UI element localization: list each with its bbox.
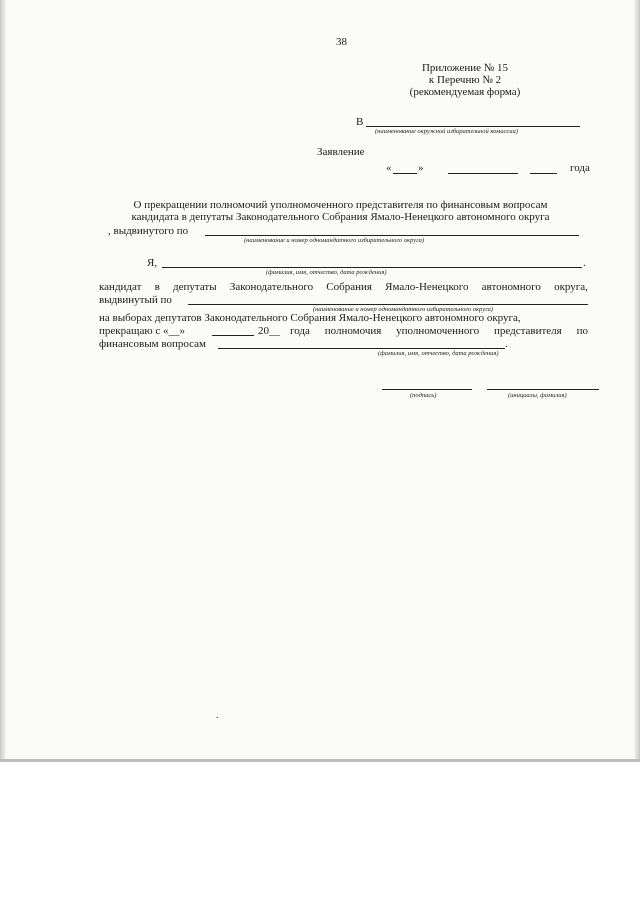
list-reference: к Перечню № 2: [428, 74, 502, 86]
page-right-edge-shadow: [634, 0, 640, 762]
initials-field[interactable]: [487, 389, 599, 390]
signature-field[interactable]: [382, 389, 472, 390]
terminate-word: уполномоченного: [396, 325, 480, 337]
financial-prefix: финансовым вопросам: [99, 338, 206, 350]
subject-district-field[interactable]: [205, 235, 579, 236]
nominated-district-caption: (наименование и номер одномандатного избирательного округа): [313, 306, 494, 313]
date-day-field[interactable]: [393, 173, 417, 174]
appendix-number: Приложение № 15: [421, 62, 509, 74]
page-number: 38: [336, 36, 347, 48]
candidate-word: Законодательного: [229, 281, 314, 293]
subject-line-3: , выдвинутого по: [108, 225, 189, 237]
date-close-quote: »: [418, 162, 424, 174]
name-period: .: [583, 257, 586, 269]
addressee-prefix: В: [356, 116, 364, 128]
year-word: года: [570, 162, 590, 174]
terminate-year: 20__: [258, 325, 280, 337]
candidate-line: [99, 281, 588, 293]
terminate-word: по: [576, 325, 588, 337]
stray-dot: .: [216, 710, 219, 721]
nominated-by-label: выдвинутый по: [99, 294, 172, 306]
candidate-word: округа,: [554, 281, 588, 293]
form-type: (рекомендуемая форма): [409, 86, 521, 98]
page-left-edge-shadow: [0, 0, 6, 762]
i-prefix: Я,: [147, 257, 158, 269]
representative-name-field[interactable]: [218, 348, 505, 349]
candidate-word: в: [154, 281, 160, 293]
addressee-field[interactable]: [366, 126, 580, 127]
candidate-word: автономного: [481, 281, 541, 293]
subject-district-caption: (наименование и номер одномандатного избирательного округа): [244, 237, 425, 244]
addressee-caption: (наименование окружной избирательной комиссии): [375, 128, 518, 135]
candidate-name-caption: (фамилия, имя, отчество, дата рождения): [266, 269, 387, 276]
elections-line: на выборах депутатов Законодательного Собрания Ямало-Ненецкого автономного округа,: [99, 312, 521, 324]
representative-period: .: [505, 338, 508, 350]
nominated-district-field[interactable]: [188, 304, 588, 305]
terminate-rest-line: [290, 325, 588, 337]
date-year-field[interactable]: [530, 173, 557, 174]
terminate-prefix: прекращаю с «__»: [99, 325, 185, 337]
representative-caption: (фамилия, имя, отчество, дата рождения): [378, 350, 499, 357]
candidate-word: Ямало-Ненецкого: [385, 281, 469, 293]
date-month-field[interactable]: [448, 173, 518, 174]
signature-caption: (подпись): [410, 392, 437, 399]
terminate-word: представителя: [493, 325, 562, 337]
initials-caption: (инициалы, фамилия): [508, 392, 567, 399]
subject-line-2: кандидата в депутаты Законодательного Собрания Ямало-Ненецкого автономного округа: [131, 211, 550, 223]
date-open-quote: «: [386, 162, 392, 174]
application-title: Заявление: [317, 146, 365, 158]
terminate-word: полномочия: [324, 325, 382, 337]
candidate-word: кандидат: [99, 281, 142, 293]
candidate-name-field[interactable]: [162, 267, 582, 268]
terminate-month-field[interactable]: [212, 335, 254, 336]
page-bottom-edge: [0, 759, 640, 762]
subject-line-1: О прекращении полномочий уполномоченного представителя по финансовым вопросам: [133, 199, 548, 211]
candidate-word: депутаты: [173, 281, 217, 293]
terminate-word: года: [290, 325, 310, 337]
candidate-word: Собрания: [326, 281, 372, 293]
